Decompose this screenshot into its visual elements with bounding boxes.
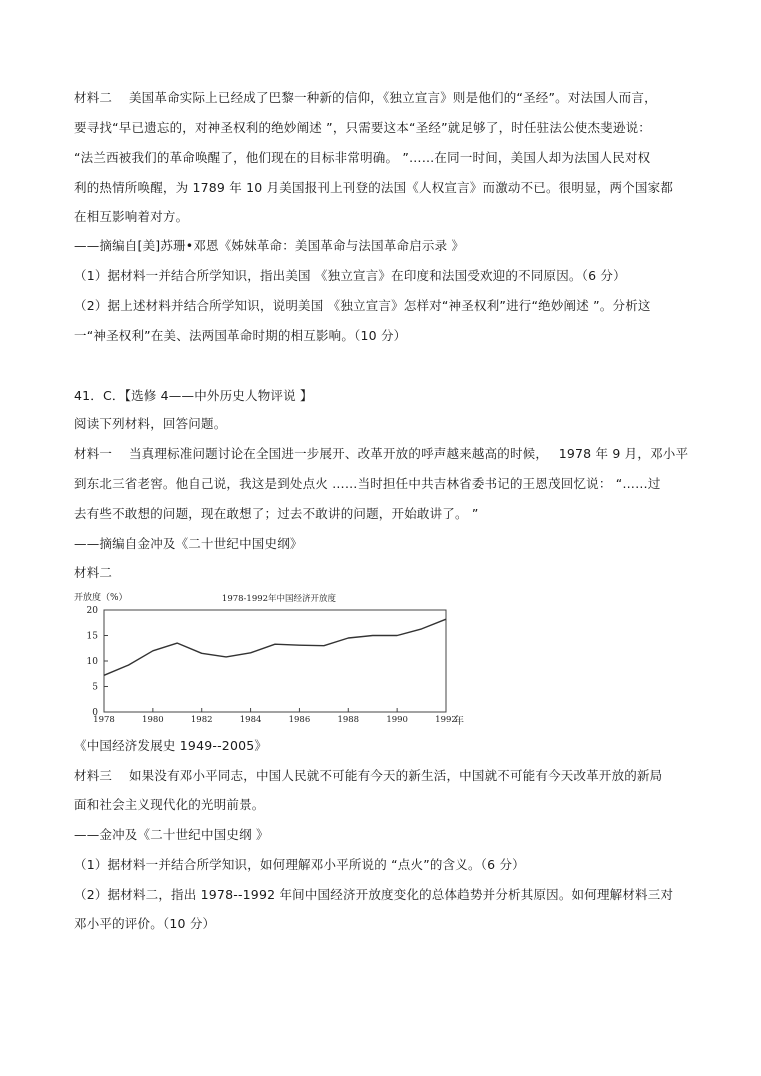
y-tick-label: 20 (86, 606, 98, 616)
paragraph-line: 去有些不敢想的问题，现在敢想了；过去不敢讲的问题，开始敢讲了。 ” (74, 506, 479, 521)
question-2-line: 邓小平的评价。（10 分） (74, 916, 216, 931)
series-line (104, 619, 446, 675)
paragraph-line: 要寻找“早已遗忘的，对神圣权利的绝妙阐述 ”，只需要这本“圣经”就足够了，时任驻法公使杰斐逊说： (74, 120, 651, 135)
plot-frame (104, 610, 446, 712)
question-1: （1）据材料一并结合所学知识，如何理解邓小平所说的 “点火”的含义。（6 分） (74, 857, 525, 872)
x-tick-label: 1982 (190, 715, 213, 725)
paragraph-line: 材料二 美国革命实际上已经成了巴黎一种新的信仰，《独立宣言》则是他们的“圣经”。对法国人而言， (74, 90, 657, 105)
paragraph-line: “法兰西被我们的革命唤醒了，他们现在的目标非常明确。 ”……在同一时间，美国人却为法国人民对权 (74, 150, 651, 165)
section-heading: 41．C．【选修 4——中外历史人物评说 】 (74, 388, 313, 403)
question-1: （1）据材料一并结合所学知识，指出美国 《独立宣言》在印度和法国受欢迎的不同原因。（6 分） (74, 268, 626, 283)
x-axis-label: 年 (454, 716, 464, 726)
question-2-line: 一“神圣权利”在美、法两国革命时期的相互影响。（10 分） (74, 328, 407, 343)
chart-title: 1978-1992年中国经济开放度 (221, 594, 337, 604)
line-chart (74, 588, 464, 726)
x-tick-label: 1980 (142, 715, 164, 725)
x-tick-label: 1986 (288, 715, 311, 725)
source-citation: ——摘编自金冲及《二十世纪中国史纲》 (74, 536, 303, 551)
question-2-line: （2）据材料二，指出 1978--1992 年间中国经济开放度变化的总体趋势并分析其原因。如何理解材料三对 (74, 887, 674, 902)
x-tick-label: 1992 (435, 715, 457, 725)
y-axis-label: 开放度（%） (74, 593, 128, 603)
source-citation: ——金冲及《二十世纪中国史纲 》 (74, 827, 269, 842)
y-tick-label: 5 (92, 682, 98, 693)
source-citation: ——摘编自[美]苏珊•邓恩《姊妹革命：美国革命与法国革命启示录 》 (74, 238, 465, 253)
x-tick-label: 1984 (239, 715, 262, 725)
paragraph-line: 材料三 如果没有邓小平同志，中国人民就不可能有今天的新生活，中国就不可能有今天改革开放的新局 (74, 768, 663, 783)
x-tick-label: 1990 (386, 715, 408, 725)
openness-chart (74, 588, 464, 726)
paragraph-line: 面和社会主义现代化的光明前景。 (74, 797, 265, 812)
chart-source: 《中国经济发展史 1949--2005》 (74, 738, 268, 753)
material-label: 材料二 (74, 565, 113, 580)
question-2-line: （2）据上述材料并结合所学知识，说明美国 《独立宣言》怎样对“神圣权利”进行“绝妙阐述 ”。分析这 (74, 298, 651, 313)
paragraph-line: 利的热情所唤醒，为 1789 年 10 月美国报刊上刊登的法国《人权宣言》而激动不已。很明显，两个国家都 (74, 180, 674, 195)
x-tick-label: 1978 (93, 715, 115, 725)
instruction: 阅读下列材料，回答问题。 (74, 416, 227, 431)
paragraph-line: 到东北三省老窖。他自己说，我这是到处点火 ……当时担任中共吉林省委书记的王恩茂回忆说： “……过 (74, 476, 661, 491)
x-tick-label: 1988 (337, 715, 360, 725)
y-tick-label: 15 (86, 631, 98, 642)
y-tick-label: 0 (92, 708, 98, 718)
y-tick-label: 10 (86, 657, 98, 667)
paragraph-line: 材料一 当真理标准问题讨论在全国进一步展开、改革开放的呼声越来越高的时候， 1978 年 9 月，邓小平 (74, 446, 689, 461)
paragraph-line: 在相互影响着对方。 (74, 209, 189, 224)
